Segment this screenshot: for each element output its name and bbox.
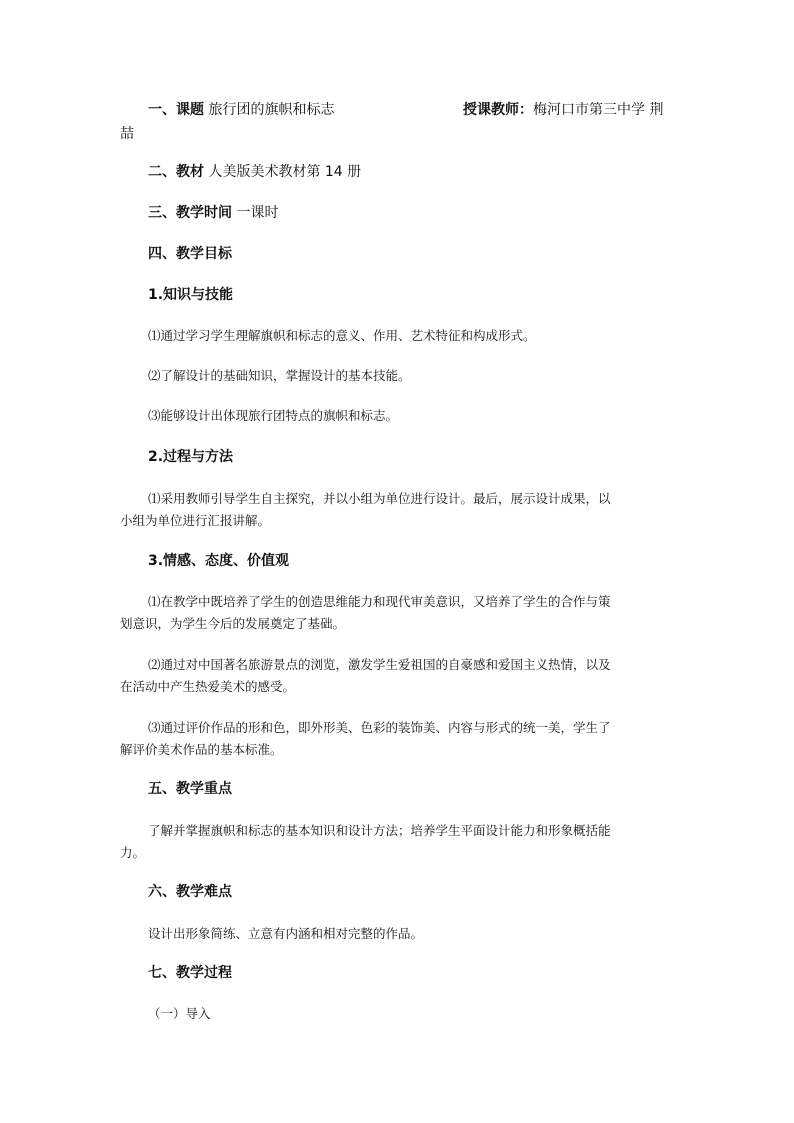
- key-heading: 五、教学重点: [148, 781, 232, 797]
- process-heading: 七、教学过程: [148, 965, 232, 981]
- goal1-item3: ⑶能够设计出体现旅行团特点的旗帜和标志。: [148, 408, 399, 423]
- material-value: 人美版美术教材第 14 册: [208, 164, 362, 180]
- goal1-item1: ⑴通过学习学生理解旗帜和标志的意义、作用、艺术特征和构成形式。: [148, 328, 536, 343]
- goal3-heading: 3.情感、态度、价值观: [148, 553, 290, 569]
- material-label: 二、教材: [148, 164, 204, 180]
- goal2-item1-line1: ⑴采用教师引导学生自主探究，并以小组为单位进行设计。最后，展示设计成果，以: [148, 491, 611, 506]
- goal1-item2: ⑵了解设计的基础知识，掌握设计的基本技能。: [148, 368, 411, 383]
- goal2-item1-line2: 小组为单位进行汇报讲解。: [120, 513, 271, 528]
- goal3-item2-line1: ⑵通过对中国著名旅游景点的浏览，激发学生爱祖国的自豪感和爱国主义热情，以及: [148, 657, 611, 672]
- goal3-item3-line2: 解评价美术作品的基本标准。: [120, 742, 283, 757]
- process-sub1: （一）导入: [148, 1006, 211, 1021]
- time-line: [148, 203, 278, 223]
- teacher-label: 授课教师：: [463, 102, 533, 118]
- goal3-item3-line1: ⑶通过评价作品的形和色，即外形美、色彩的装饰美、内容与形式的统一美，学生了: [148, 720, 611, 735]
- material-line: [148, 162, 361, 182]
- teacher-value-continued: 喆: [120, 126, 134, 142]
- time-label: 三、教学时间: [148, 205, 232, 221]
- teacher-info: [463, 100, 663, 120]
- key-line1: 了解并掌握旗帜和标志的基本知识和设计方法；培养学生平面设计能力和形象概括能: [148, 823, 611, 838]
- difficulty-heading: 六、教学难点: [148, 884, 232, 900]
- goal3-item2-line2: 在活动中产生热爱美术的感受。: [120, 679, 296, 694]
- goal1-heading: 1.知识与技能: [148, 287, 234, 303]
- key-line2: 力。: [120, 845, 146, 860]
- teacher-value: 梅河口市第三中学 荆: [533, 102, 664, 118]
- goals-heading: 四、教学目标: [148, 246, 232, 262]
- time-value: 一课时: [236, 205, 279, 221]
- lesson-title: [148, 100, 334, 120]
- goal3-item1-line1: ⑴在教学中既培养了学生的创造思维能力和现代审美意识，又培养了学生的合作与策: [148, 594, 611, 609]
- difficulty-text: 设计出形象简练、立意有内涵和相对完整的作品。: [148, 926, 424, 941]
- title-label: 一、课题: [148, 102, 204, 118]
- title-value: 旅行团的旗帜和标志: [208, 102, 335, 118]
- title-row: [120, 100, 670, 120]
- goal2-heading: 2.过程与方法: [148, 449, 234, 465]
- goal3-item1-line2: 划意识，为学生今后的发展奠定了基础。: [120, 616, 346, 631]
